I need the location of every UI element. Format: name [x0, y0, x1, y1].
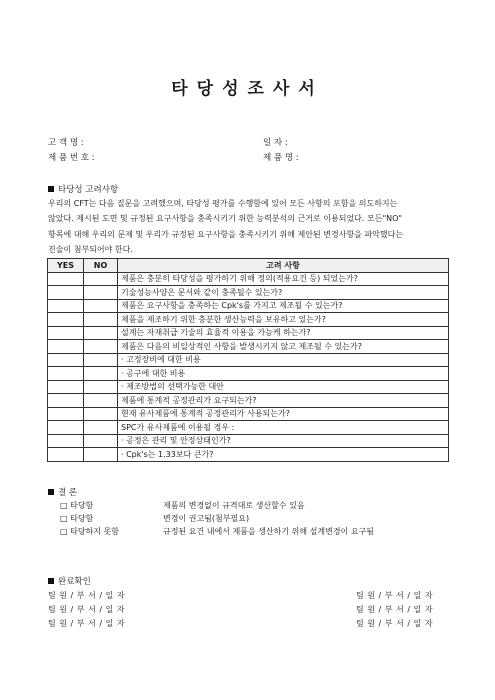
conclusion-option-desc: 변경이 권고됨(첨부필요)	[163, 514, 250, 523]
paragraph-line: 않았다. 제시된 도면 및 규정된 요구사항을 충족시키기 위한 능력분석의 근거로 이용되었다. 모든"NO"	[48, 214, 403, 224]
consideration-item: · 고정장비에 대한 비용	[118, 353, 449, 367]
signature-line-left: 팀 원 / 부 서 / 일 자	[48, 591, 126, 600]
conclusion-option-desc: 규정된 요건 내에서 제품을 생산하기 위해 설계변경이 요구됨	[163, 527, 374, 536]
consideration-item: · Cpk's는 1.33보다 큰가?	[118, 448, 449, 462]
consideration-item: 현재 유사제품에 통계적 공정관리가 사용되는가?	[118, 407, 449, 421]
checklist-table	[47, 258, 449, 462]
table-row	[48, 353, 449, 367]
table-row	[48, 448, 449, 462]
consideration-item: · 공정은 관리 및 안정상태인가?	[118, 434, 449, 448]
yes-check-cell[interactable]	[48, 394, 84, 408]
yes-check-cell[interactable]	[48, 421, 84, 435]
no-check-cell[interactable]	[84, 380, 118, 394]
confirm-heading	[48, 575, 91, 587]
consideration-item: · 제조방법의 선택가능한 대안	[118, 380, 449, 394]
no-check-cell[interactable]	[84, 353, 118, 367]
no-check-cell[interactable]	[84, 272, 118, 286]
paragraph-line: 항목에 대해 우리의 문제 및 우리가 규정된 요구사항을 충족시키기 위해 제안된 변경사항을 파악했다는	[48, 229, 404, 239]
conclusion-option-desc: 제품의 변경없이 규격대로 생산할수 있음	[163, 501, 305, 510]
signature-line-right: 팀 원 / 부 서 / 일 자	[356, 619, 434, 628]
confirm-heading-text: 완료확인	[58, 577, 91, 587]
table-row	[48, 407, 449, 421]
square-bullet-icon	[48, 489, 54, 495]
consideration-item: SPC가 유사제품에 이용될 경우 :	[118, 421, 449, 435]
signature-line-left: 팀 원 / 부 서 / 일 자	[48, 605, 126, 614]
yes-check-cell[interactable]	[48, 299, 84, 313]
customer-name-label: 고 객 명 :	[48, 138, 84, 148]
no-check-cell[interactable]	[84, 367, 118, 381]
col-yes-header: YES	[48, 259, 84, 273]
feasibility-heading	[48, 183, 118, 195]
paragraph-line: 진술이 첨부되어야 한다.	[48, 244, 133, 254]
consideration-item: 설계는 자재취급 기술의 효율적 이용을 가능케 하는가?	[118, 326, 449, 340]
product-name-label: 제 품 명 :	[263, 153, 299, 163]
conclusion-heading-text: 결 론	[58, 488, 78, 498]
square-bullet-icon	[48, 578, 54, 584]
yes-check-cell[interactable]	[48, 367, 84, 381]
yes-check-cell[interactable]	[48, 286, 84, 300]
table-row	[48, 286, 449, 300]
col-item-header: 고려 사항	[118, 259, 449, 273]
no-check-cell[interactable]	[84, 340, 118, 354]
consideration-item: 제품에 통계적 공정관리가 요구되는가?	[118, 394, 449, 408]
table-row	[48, 394, 449, 408]
consideration-item: 제품은 요구사항을 충족하는 Cpk's를 가지고 제조될 수 있는가?	[118, 299, 449, 313]
table-row	[48, 434, 449, 448]
yes-check-cell[interactable]	[48, 380, 84, 394]
consideration-item: 기술성능사양은 문서와 같이 충족될수 있는가?	[118, 286, 449, 300]
no-check-cell[interactable]	[84, 313, 118, 327]
conclusion-option-checkbox[interactable]: □ 타당하지 못함	[60, 527, 120, 536]
table-row	[48, 272, 449, 286]
conclusion-heading	[48, 486, 77, 498]
table-row	[48, 313, 449, 327]
square-bullet-icon	[48, 186, 54, 192]
yes-check-cell[interactable]	[48, 272, 84, 286]
signature-line-right: 팀 원 / 부 서 / 일 자	[356, 605, 434, 614]
consideration-item: 제품은 충분히 타당성을 평가하기 위해 정의(적용요건 등) 되었는가?	[118, 272, 449, 286]
table-row	[48, 380, 449, 394]
table-row	[48, 367, 449, 381]
conclusion-option-checkbox[interactable]: □ 타당함	[60, 501, 94, 510]
table-row	[48, 299, 449, 313]
yes-check-cell[interactable]	[48, 340, 84, 354]
conclusion-option-checkbox[interactable]: □ 타당함	[60, 514, 94, 523]
table-header-row	[48, 259, 449, 273]
date-label: 일 자 :	[263, 138, 288, 148]
consideration-item: 제품을 제조하기 위한 충분한 생산능력을 보유하고 있는가?	[118, 313, 449, 327]
no-check-cell[interactable]	[84, 299, 118, 313]
yes-check-cell[interactable]	[48, 448, 84, 462]
no-check-cell[interactable]	[84, 434, 118, 448]
paragraph-line: 우리의 CFT는 다음 질문을 고려했으며, 타당성 평가를 수행함에 있어 모든 사항의 포함을 의도하지는	[48, 199, 398, 208]
yes-check-cell[interactable]	[48, 434, 84, 448]
feasibility-heading-text: 타당성 고려사항	[58, 185, 119, 195]
no-check-cell[interactable]	[84, 448, 118, 462]
yes-check-cell[interactable]	[48, 407, 84, 421]
no-check-cell[interactable]	[84, 394, 118, 408]
consideration-item: 제품은 다음의 비일상적인 사항을 발생시키지 않고 제조될 수 있는가?	[118, 340, 449, 354]
table-row	[48, 326, 449, 340]
consideration-item: · 공구에 대한 비용	[118, 367, 449, 381]
table-row	[48, 340, 449, 354]
yes-check-cell[interactable]	[48, 353, 84, 367]
no-check-cell[interactable]	[84, 286, 118, 300]
signature-line-right: 팀 원 / 부 서 / 일 자	[356, 591, 434, 600]
no-check-cell[interactable]	[84, 326, 118, 340]
yes-check-cell[interactable]	[48, 313, 84, 327]
yes-check-cell[interactable]	[48, 326, 84, 340]
no-check-cell[interactable]	[84, 407, 118, 421]
feasibility-paragraph	[48, 196, 448, 257]
no-check-cell[interactable]	[84, 421, 118, 435]
col-no-header: NO	[84, 259, 118, 273]
product-number-label: 제 품 번 호 :	[48, 153, 95, 163]
page-title: 타당성조사서	[171, 79, 324, 99]
table-row	[48, 421, 449, 435]
signature-line-left: 팀 원 / 부 서 / 일 자	[48, 619, 126, 628]
